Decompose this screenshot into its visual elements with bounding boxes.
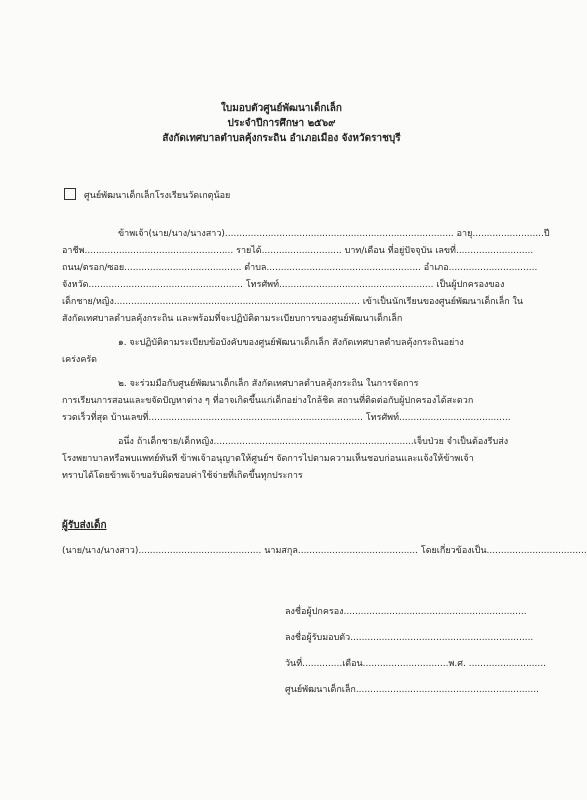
clause-2: ๒. จะร่วมมือกับศูนย์พัฒนาเด็กเล็ก สังกัดเทศบาลตำบลคุ้งกระถิน ในการจัดการ — [118, 379, 419, 389]
form-title: ใบมอบตัวศูนย์พัฒนาเด็กเล็ก — [221, 103, 342, 114]
clause-2-contact: รวดเร็วที่สุด บ้านเลขที่........................................................................... โทรศัพท์....................................... — [62, 413, 511, 423]
body-line-6: สังกัดเทศบาลตำบลคุ้งกระถิน และพร้อมที่จะปฏิบัติตามระเบียบการของศูนย์พัฒนาเด็กเล็ก — [62, 314, 403, 324]
academic-year: ประจำปีการศึกษา ๒๕๖๙ — [227, 118, 336, 129]
center-signature: ศูนย์พัฒนาเด็กเล็ก................................................................ — [285, 685, 539, 695]
date-line: วันที่..............เดือน..............................พ.ศ. ........................... — [285, 659, 546, 669]
clause-1-cont: เคร่งครัด — [62, 355, 98, 365]
clause-1: ๑. จะปฏิบัติตามระเบียบข้อบังคับของศูนย์พัฒนาเด็กเล็ก สังกัดเทศบาลตำบลคุ้งกระถินอย่าง — [118, 338, 464, 348]
body-line-2: อาชีพ.................................................... รายได้............................ บาท/เดือน ที่อยู่ปัจจุบัน เลขที่........................... — [62, 246, 534, 256]
clause-3-end: ทราบได้โดยข้าพเจ้าขอรับผิดชอบค่าใช้จ่ายที่เกิดขึ้นทุกประการ — [62, 471, 303, 481]
recipient-signature: ลงชื่อผู้รับมอบตัว................................................................ — [285, 633, 534, 643]
body-line-5: เด็กชาย/หญิง...................................................................................... เข้าเป็นนักเรียนของศูนย์พัฒนาเด็กเล็ก ใน — [62, 297, 524, 307]
affiliation: สังกัดเทศบาลตำบลคุ้งกระถิน อำเภอเมือง จังหวัดราชบุรี — [162, 133, 401, 144]
receiver-line: (นาย/นาง/นางสาว)........................................... นามสกุล.......................................... โดยเกี่ยวข้องเป็น................................... — [62, 546, 587, 556]
guardian-signature: ลงชื่อผู้ปกครอง................................................................ — [285, 607, 527, 617]
clause-3: อนึ่ง ถ้าเด็กชาย/เด็กหญิง......................................................................เจ็บป่วย จำเป็นต้องรีบส่ง — [118, 437, 509, 447]
clause-3-cont: โรงพยาบาลหรือพบแพทย์ทันที ข้าพเจ้าอนุญาตให้ศูนย์ฯ จัดการไปตามความเห็นชอบก่อนและแจ้งให้ข้าพเจ้า — [62, 454, 474, 464]
center-checkbox[interactable] — [64, 188, 76, 200]
center-name: ศูนย์พัฒนาเด็กเล็กโรงเรียนวัดเกตุน้อย — [84, 191, 231, 201]
receiver-heading: ผู้รับส่งเด็ก — [62, 520, 107, 531]
body-line-3: ถนน/ตรอก/ซอย......................................... ตำบล...................................................... อำเภอ............................... — [62, 263, 538, 273]
body-line-1: ข้าพเจ้า(นาย/นาง/นางสาว)................................................................................ อายุ.........................ปี — [118, 229, 550, 239]
clause-2-cont: การเรียนการสอนและขจัดปัญหาต่าง ๆ ที่อาจเกิดขึ้นแก่เด็กอย่างใกล้ชิด สถานที่ติดต่อกับผู้ปกครองได้สะดวก — [62, 396, 474, 406]
body-line-4: จังหวัด...................................................... โทรศัพท์...................................................... เป็นผู้ปกครองของ — [62, 280, 505, 290]
